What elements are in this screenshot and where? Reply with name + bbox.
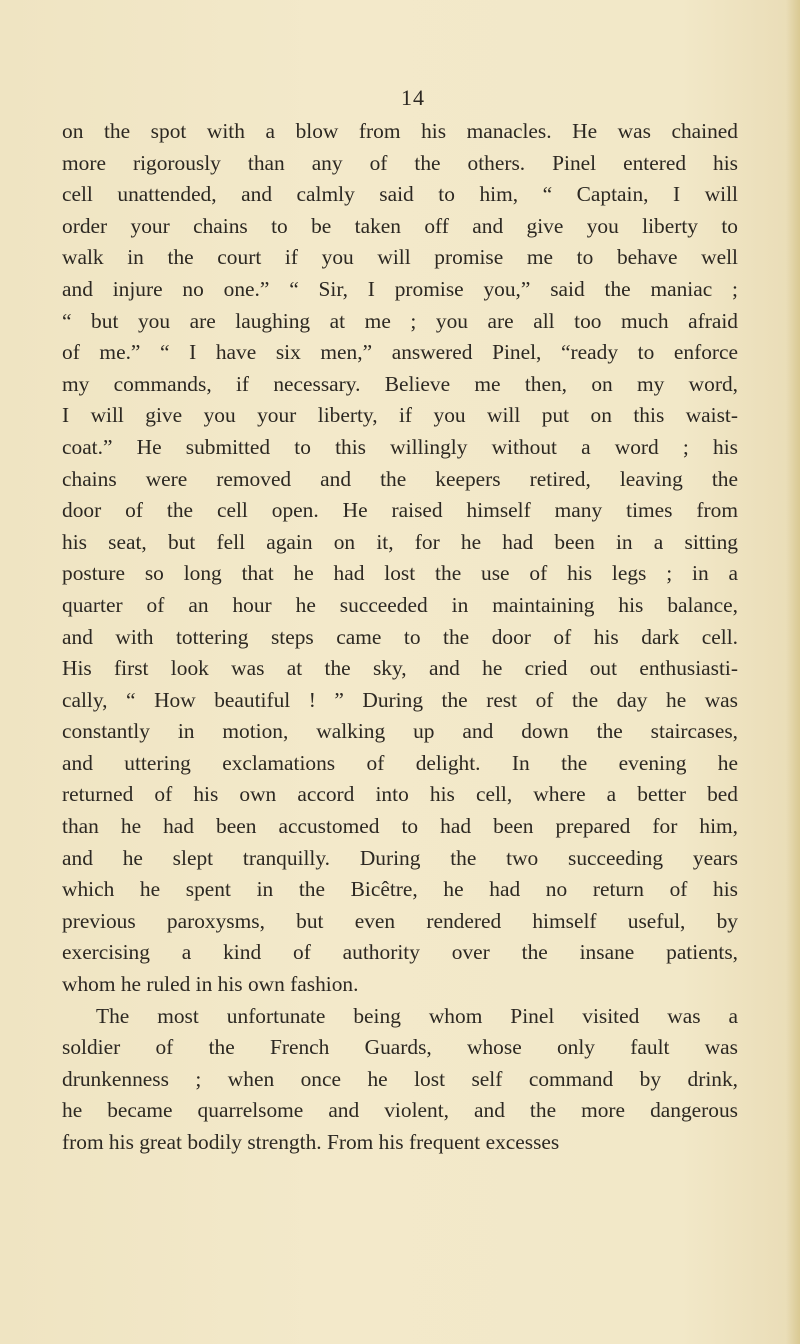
text-line: returned of his own accord into his cell, where a better bed xyxy=(62,782,738,807)
text-line: “ but you are laughing at me ; you are all too much afraid xyxy=(62,308,738,333)
text-line: walk in the court if you will promise me to behave well xyxy=(62,245,738,270)
text-line: and injure no one.” “ Sir, I promise you,” said the maniac ; xyxy=(62,276,738,301)
page-number: 14 xyxy=(401,85,425,110)
text-line: coat.” He submitted to this willingly without a word ; his xyxy=(62,434,738,459)
text-line: more rigorously than any of the others. Pinel entered his xyxy=(62,150,738,175)
text-line: The most unfortunate being whom Pinel visited was a xyxy=(96,1003,738,1028)
body-text xyxy=(62,116,738,1159)
text-line: and uttering exclamations of delight. In the evening he xyxy=(62,750,738,775)
text-line: I will give you your liberty, if you will put on this waist- xyxy=(62,403,738,428)
text-line: he became quarrelsome and violent, and the more dangerous xyxy=(62,1098,738,1123)
text-line: His first look was at the sky, and he cried out enthusiasti- xyxy=(62,656,738,681)
text-line: and he slept tranquilly. During the two succeeding years xyxy=(62,845,738,870)
text-line: and with tottering steps came to the door of his dark cell. xyxy=(62,624,738,649)
text-line: previous paroxysms, but even rendered himself useful, by xyxy=(62,908,738,933)
text-line: of me.” “ I have six men,” answered Pinel, “ready to enforce xyxy=(62,340,738,365)
text-line: my commands, if necessary. Believe me then, on my word, xyxy=(62,371,738,396)
text-line: drunkenness ; when once he lost self command by drink, xyxy=(62,1066,738,1091)
text-line: his seat, but fell again on it, for he had been in a sitting xyxy=(62,529,738,554)
text-line: exercising a kind of authority over the insane patients, xyxy=(62,940,738,965)
text-line: soldier of the French Guards, whose only fault was xyxy=(62,1035,738,1060)
text-line: posture so long that he had lost the use of his legs ; in a xyxy=(62,561,738,586)
page-edge-shadow xyxy=(786,0,800,1344)
text-line: quarter of an hour he succeeded in maintaining his balance, xyxy=(62,592,738,617)
text-line: cell unattended, and calmly said to him, “ Captain, I will xyxy=(62,182,738,207)
text-line: chains were removed and the keepers retired, leaving the xyxy=(62,466,738,491)
text-line: whom he ruled in his own fashion. xyxy=(62,972,359,997)
text-line: constantly in motion, walking up and down the staircases, xyxy=(62,719,738,744)
text-line: order your chains to be taken off and give you liberty to xyxy=(62,213,738,238)
text-line: which he spent in the Bicêtre, he had no return of his xyxy=(62,877,738,902)
text-line: door of the cell open. He raised himself many times from xyxy=(62,498,738,523)
text-line: than he had been accustomed to had been prepared for him, xyxy=(62,814,738,839)
text-line: from his great bodily strength. From his frequent excesses xyxy=(62,1130,560,1154)
text-line: cally, “ How beautiful ! ” During the rest of the day he was xyxy=(62,687,738,712)
text-line: on the spot with a blow from his manacles. He was chained xyxy=(62,119,738,143)
